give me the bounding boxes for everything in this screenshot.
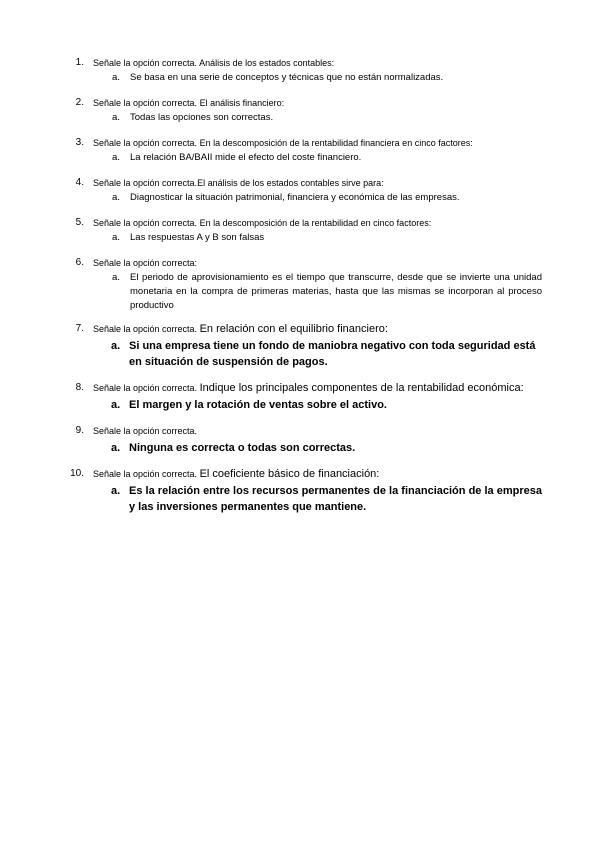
answer-letter: a.: [112, 232, 120, 243]
answer-letter: a.: [112, 272, 120, 283]
question-prompt: Señale la opción correcta.: [93, 324, 198, 334]
answer-text: La relación BA/BAII mide el efecto del coste financiero.: [130, 152, 362, 163]
question-prompt-line: [93, 381, 524, 395]
answer-text: Si una empresa tiene un fondo de maniobra negativo con toda seguridad está en situación de suspensión de pagos.: [129, 340, 536, 368]
question-number: 8.: [75, 382, 84, 393]
answer-letter: a.: [112, 152, 120, 163]
answer-letter: a.: [111, 340, 121, 352]
question-number: 9.: [75, 425, 84, 436]
question-1: [0, 56, 600, 85]
question-prompt-line: [93, 467, 379, 481]
question-6: [0, 256, 600, 315]
question-prompt: Señale la opción correcta. Análisis de los estados contables:: [93, 58, 335, 68]
question-number: 2.: [75, 97, 84, 108]
question-8: [0, 381, 600, 413]
answer-letter: a.: [111, 399, 121, 411]
question-number: 6.: [75, 257, 84, 268]
answer-text: Se basa en una serie de conceptos y técnicas que no están normalizadas.: [130, 72, 444, 83]
question-prompt-line: [93, 322, 388, 336]
question-number: 5.: [75, 217, 84, 228]
question-number: 10.: [70, 468, 84, 479]
question-prompt: Señale la opción correcta:: [93, 258, 198, 268]
question-prompt: Señale la opción correcta. En la descomposición de la rentabilidad en cinco factores:: [93, 218, 432, 228]
question-extra: Indique los principales componentes de la rentabilidad económica:: [199, 382, 524, 394]
answer-letter: a.: [111, 442, 121, 454]
question-prompt: Señale la opción correcta. En la descomposición de la rentabilidad financiera en cinco factores:: [93, 138, 473, 148]
question-number: 1.: [75, 57, 84, 68]
answer-letter: a.: [112, 192, 120, 203]
answer-text: Diagnosticar la situación patrimonial, financiera y económica de las empresas.: [130, 192, 460, 203]
question-10: [0, 467, 600, 517]
answer-letter: a.: [112, 112, 120, 123]
answer-text: El margen y la rotación de ventas sobre el activo.: [129, 399, 387, 411]
question-extra: El coeficiente básico de financiación:: [199, 468, 380, 480]
question-prompt: Señale la opción correcta. El análisis financiero:: [93, 98, 285, 108]
answer-text: El periodo de aprovisionamiento es el tiempo que transcurre, desde que se invierte una unidad monetaria en la compra de primeras materias, hasta que las mismas se incorporan al proceso productivo: [130, 272, 542, 311]
question-7: [0, 322, 600, 372]
question-prompt: Señale la opción correcta.: [93, 426, 198, 436]
question-prompt: Señale la opción correcta.: [93, 383, 198, 393]
question-prompt: Señale la opción correcta.: [93, 469, 198, 479]
answer-letter: a.: [111, 485, 121, 497]
answer-text: Todas las opciones son correctas.: [130, 112, 274, 123]
question-9: [0, 424, 600, 456]
question-3: [0, 136, 600, 165]
answer-text: Ninguna es correcta o todas son correctas.: [129, 442, 356, 454]
question-number: 7.: [75, 323, 84, 334]
question-number: 4.: [75, 177, 84, 188]
question-2: [0, 96, 600, 125]
answer-text: Es la relación entre los recursos permanentes de la financiación de la empresa y las inversiones permanentes que mantiene.: [129, 485, 542, 513]
question-5: [0, 216, 600, 245]
answer-letter: a.: [112, 72, 120, 83]
question-number: 3.: [75, 137, 84, 148]
question-extra: En relación con el equilibrio financiero:: [199, 323, 388, 335]
answer-text: Las respuestas A y B son falsas: [130, 232, 265, 243]
question-4: [0, 176, 600, 205]
question-prompt: Señale la opción correcta.El análisis de los estados contables sirve para:: [93, 178, 384, 188]
